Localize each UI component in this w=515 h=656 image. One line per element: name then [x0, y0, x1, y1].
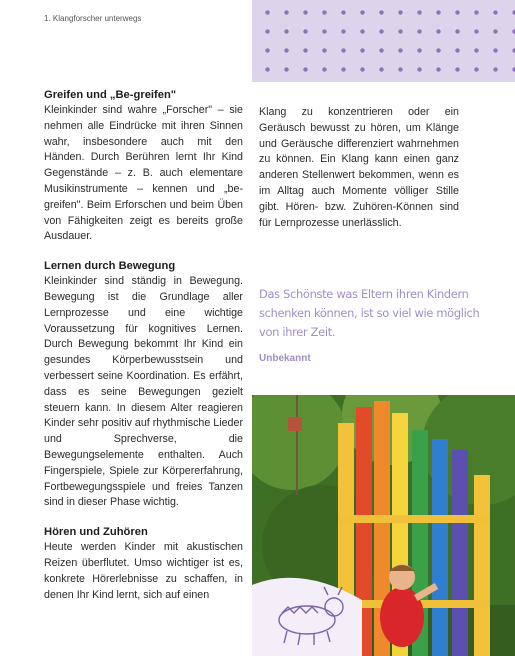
- section-text-greifen: Kleinkinder sind wahre „Forscher" – sie nehmen alle Eindrücke mit ihren Sinnen wahr, insbesondere auch mit den Händen. Durch Berühren lernt Ihr Kind Gegenstände – z. B. auch elementare Musikinstrumente – kennen und „be-greifen". Beim Erforschen und beim Üben von Fähigkeiten zeigt es bereits große Ausdauer.: [44, 104, 243, 243]
- running-head: 1. Klangforscher unterwegs: [44, 14, 142, 23]
- section-text-bewegung: Kleinkinder sind ständig in Bewegung. Bewegung ist die Grundlage aller Lernprozesse und eine wichtige Voraussetzung für kognitives Lernen. Durch Bewegung bekommt Ihr Kind ein gesundes Körperbewusstsein und verbessert seine Koordination. Es erfährt, dass es seine Bewegungen gezielt steuern kann. In diesem Alter reagieren Kinder sehr positiv auf rhythmische Lieder und Sprechverse, die Bewegungselemente enthalten. Auch Fingerspiele, Spiele zur Körpererfahrung, Fortbewegungsspiele und freies Tanzen sind in dieser Phase wichtig.: [44, 275, 244, 509]
- photo-xylophone-child: [252, 395, 515, 656]
- right-column: [259, 105, 459, 231]
- left-column: [44, 88, 243, 603]
- quote-author: Unbekannt: [259, 353, 311, 364]
- quote-text: Das Schönste was Eltern ihren Kindern schenken können, ist so viel wie möglich von ihrer Zeit.: [259, 287, 480, 339]
- section-heading-greifen: Greifen und „Be-greifen": [44, 89, 177, 101]
- section-heading-hoeren: Hören und Zuhören: [44, 526, 148, 539]
- section-text-hoeren: Heute werden Kinder mit akustischen Reizen überflutet. Umso wichtiger ist es, konkrete Hörerlebnisse zu schaffen, in denen Ihr Kind lernt, sich auf einen: [44, 541, 243, 601]
- continuation-text: Klang zu konzentrieren oder ein Geräusch bewusst zu hören, um Klänge und Geräusche differenziert wahrnehmen zu können. Ein Klang kann einen ganz anderen Stellenwert bekommen, wenn es im Alltag auch Momente völliger Stille gibt. Hören- bzw. Zuhören-Können sind für Lernprozesse unerlässlich.: [259, 106, 459, 229]
- section-heading-bewegung: Lernen durch Bewegung: [44, 260, 176, 273]
- dotted-decor-panel: [252, 0, 515, 82]
